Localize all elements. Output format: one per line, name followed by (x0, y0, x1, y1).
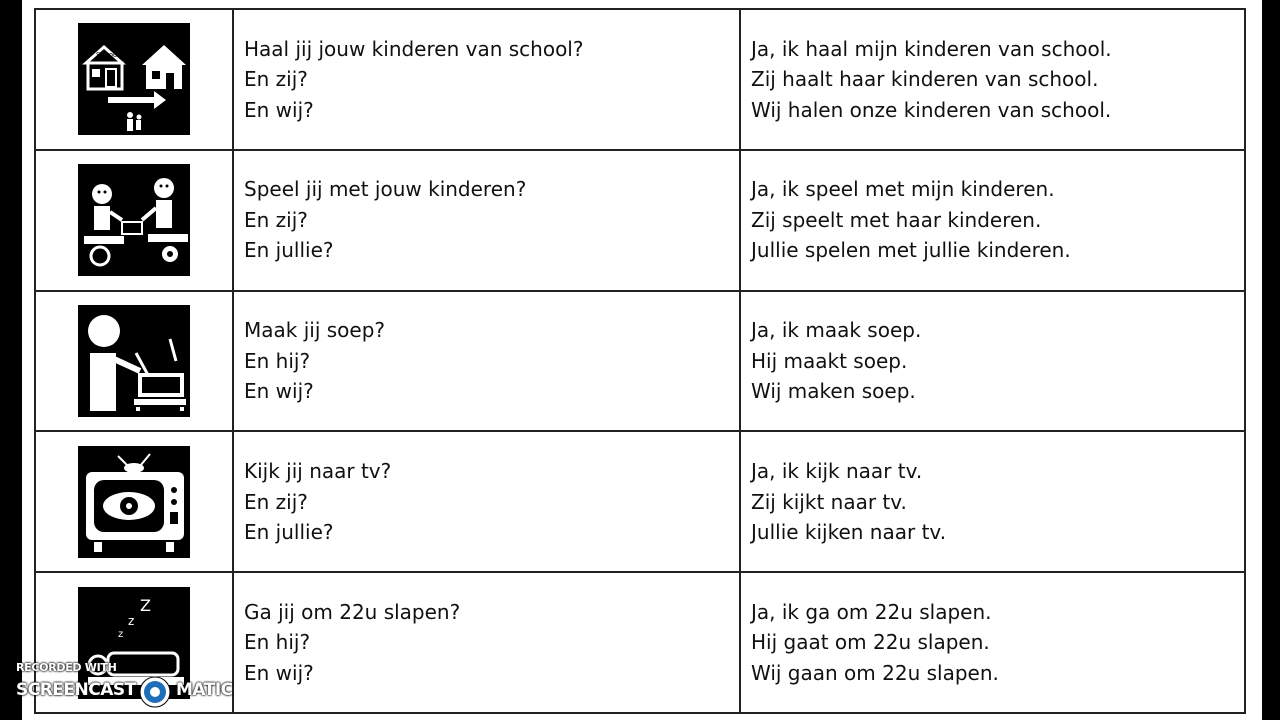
picture-cell (35, 291, 233, 432)
question-line: En zij? (244, 67, 308, 92)
answer-cell (740, 431, 1245, 572)
question-line: En wij? (244, 97, 314, 122)
question-line: En wij? (244, 379, 314, 404)
answer-line: Ja, ik ga om 22u slapen. (751, 599, 992, 624)
question-line: En zij? (244, 489, 308, 514)
watermark-brand-right: MATIC (176, 680, 233, 700)
answer-line: Ja, ik kijk naar tv. (751, 459, 923, 484)
question-line: En zij? (244, 207, 308, 232)
answer-line: Wij maken soep. (751, 379, 916, 404)
children-playing-icon (78, 164, 190, 276)
question-cell (233, 150, 740, 291)
answer-line: Wij gaan om 22u slapen. (751, 660, 999, 685)
answer-cell (740, 9, 1245, 150)
answer-line: Zij kijkt naar tv. (751, 489, 907, 514)
question-cell (233, 431, 740, 572)
school-pickup-icon (78, 23, 190, 135)
watching-tv-icon (78, 446, 190, 558)
answer-line: Ja, ik speel met mijn kinderen. (751, 177, 1055, 202)
answer-cell (740, 572, 1245, 713)
answer-line: Zij haalt haar kinderen van school. (751, 67, 1099, 92)
question-cell (233, 572, 740, 713)
picture-cell (35, 150, 233, 291)
question-line: Haal jij jouw kinderen van school? (244, 36, 584, 61)
table-row (35, 431, 1245, 572)
question-line: En jullie? (244, 238, 334, 263)
question-line: En wij? (244, 660, 314, 685)
question-line: En jullie? (244, 520, 334, 545)
question-line: Maak jij soep? (244, 318, 386, 343)
answer-line: Jullie spelen met jullie kinderen. (751, 238, 1071, 263)
table-row (35, 9, 1245, 150)
conjugation-table (34, 8, 1246, 714)
cooking-soup-icon (78, 305, 190, 417)
screencast-logo-icon (138, 675, 172, 709)
question-line: Kijk jij naar tv? (244, 459, 392, 484)
answer-cell (740, 291, 1245, 432)
watermark-caption: RECORDED WITH (16, 661, 117, 674)
svg-text:School: School (96, 51, 120, 60)
picture-cell (35, 431, 233, 572)
worksheet-page (22, 0, 1262, 720)
question-line: En hij? (244, 630, 311, 655)
watermark-brand-left: SCREENCAST (16, 680, 136, 700)
table-row (35, 150, 1245, 291)
answer-line: Wij halen onze kinderen van school. (751, 97, 1112, 122)
answer-line: Ja, ik maak soep. (751, 318, 922, 343)
picture-cell (35, 9, 233, 150)
answer-line: Ja, ik haal mijn kinderen van school. (751, 36, 1112, 61)
answer-line: Hij maakt soep. (751, 348, 908, 373)
answer-cell (740, 150, 1245, 291)
svg-text:z: z (128, 613, 135, 628)
table-row (35, 291, 1245, 432)
answer-line: Jullie kijken naar tv. (751, 520, 947, 545)
question-line: Ga jij om 22u slapen? (244, 599, 461, 624)
answer-line: Hij gaat om 22u slapen. (751, 630, 990, 655)
question-line: En hij? (244, 348, 311, 373)
answer-line: Zij speelt met haar kinderen. (751, 207, 1042, 232)
question-cell (233, 9, 740, 150)
question-cell (233, 291, 740, 432)
svg-text:z: z (118, 628, 124, 640)
screencast-watermark (16, 660, 246, 710)
question-line: Speel jij met jouw kinderen? (244, 177, 527, 202)
svg-text:Z: Z (140, 595, 151, 615)
